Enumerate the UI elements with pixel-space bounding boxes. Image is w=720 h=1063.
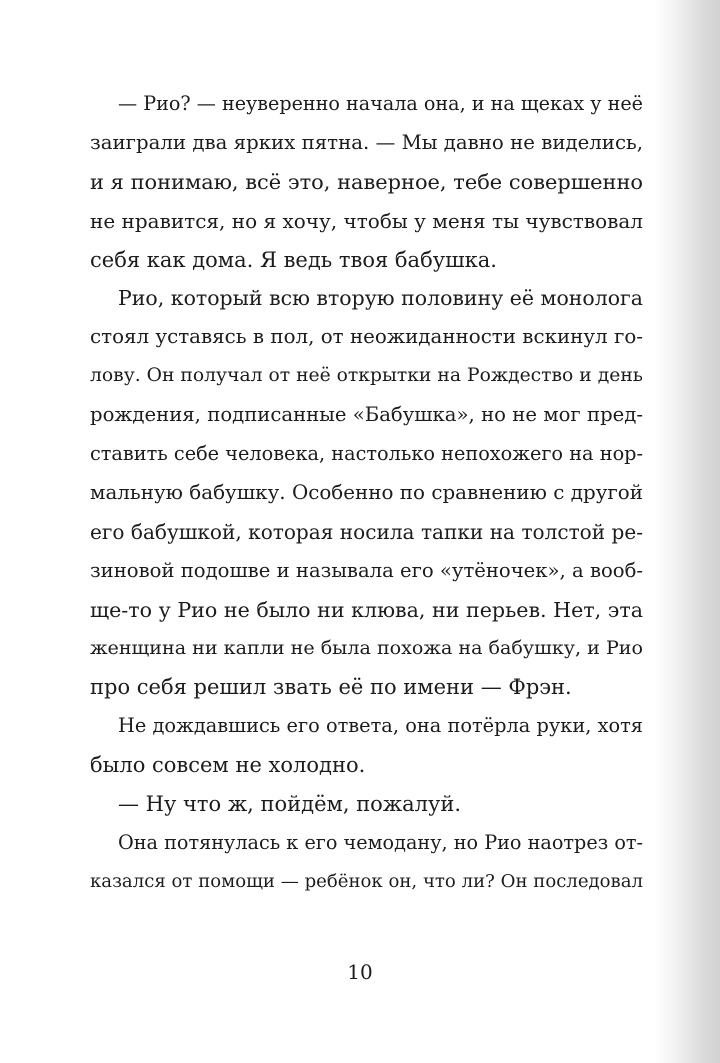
text-line: лову. Он получал от неё открытки на Рождество и день [90,365,643,387]
text-line: зиновой подошве и называла его «утёночек», а вооб- [90,558,643,582]
text-line: Она потянулась к его чемодану, но Рио наотрез от- [118,830,643,854]
text-line: казался от помощи — ребёнок он, что ли? Он последовал [90,870,643,892]
text-line: стоял уставясь в пол, от неожиданности вскинул го- [90,325,643,349]
text-line: ставить себе человека, настолько непохожего на нор- [90,442,643,466]
text-line: мальную бабушку. Особенно по сравнению с другой [90,480,643,504]
body-text [90,85,643,902]
text-line: было совсем не холодно. [90,753,366,778]
text-line: и я понимаю, всё это, наверное, тебе совершенно [90,169,643,194]
text-line: его бабушкой, которая носила тапки на толстой ре- [90,519,643,544]
text-line: про себя решил звать её по имени — Фрэн. [90,675,572,700]
text-line: Не дождавшись его ответа, она потёрла руки, хотя [118,714,643,738]
text-line: ще-то у Рио не было ни клюва, ни перьев. Нет, эта [90,597,643,622]
text-line: — Ну что ж, пойдём, пожалуй. [118,792,462,817]
text-line: не нравится, но я хочу, чтобы у меня ты чувствовал [90,208,643,233]
text-line: женщина ни капли не была похожа на бабушку, и Рио [90,637,643,660]
text-line: Рио, который всю вторую половину её монолога [118,286,643,311]
text-line: заиграли два ярких пятна. — Мы давно не виделись, [90,130,643,154]
text-line: себя как дома. Я ведь твоя бабушка. [90,247,497,272]
text-line: — Рио? — неуверенно начала она, и на щеках у неё [118,92,643,115]
page-number: 10 [347,960,373,984]
text-line: рождения, подписанные «Бабушка», но не мог пред- [90,403,643,427]
